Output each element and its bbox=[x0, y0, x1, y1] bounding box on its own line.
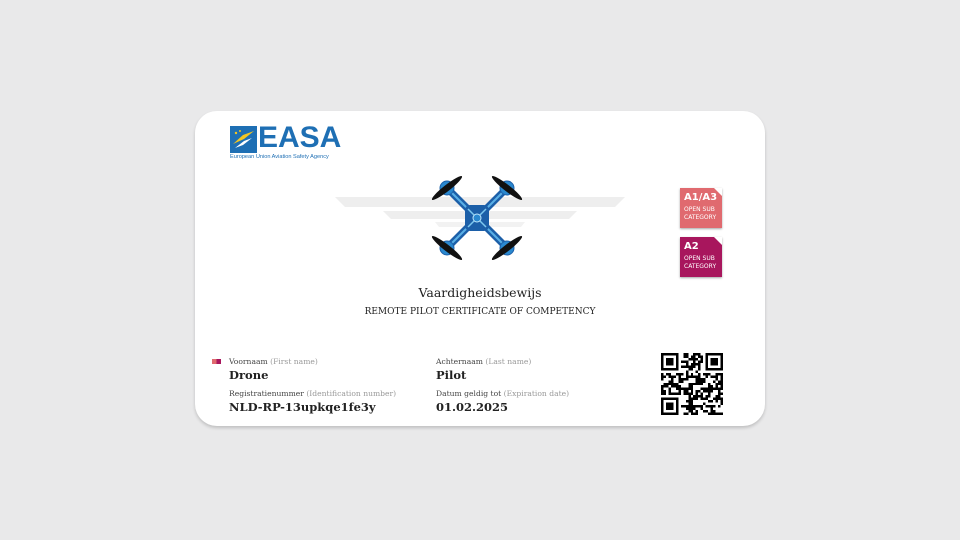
drone-icon bbox=[427, 167, 527, 269]
registration-label-nl: Registratienummer bbox=[229, 389, 304, 398]
registration-label-en: (Identification number) bbox=[306, 389, 397, 398]
last-name-value: Pilot bbox=[436, 368, 467, 382]
badge-subtitle bbox=[684, 255, 716, 271]
registration-label bbox=[229, 389, 396, 398]
badge-sub-line1: OPEN SUB bbox=[684, 255, 715, 262]
badge-sub-line2: CATEGORY bbox=[684, 214, 717, 221]
first-name-label bbox=[229, 357, 318, 366]
first-name-value: Drone bbox=[229, 368, 269, 382]
registration-value: NLD-RP-13upkqe1fe3y bbox=[229, 400, 376, 414]
easa-logo bbox=[230, 121, 342, 162]
expiration-field bbox=[436, 389, 569, 414]
last-name-label bbox=[436, 357, 531, 366]
certificate-title: Vaardigheidsbewijs bbox=[418, 285, 542, 300]
expiration-label-nl: Datum geldig tot bbox=[436, 389, 502, 398]
last-name-label-en: (Last name) bbox=[485, 357, 532, 366]
easa-logo-icon bbox=[230, 126, 257, 153]
easa-logo-word: EASA bbox=[258, 121, 342, 154]
first-name-field bbox=[229, 357, 318, 382]
badge-sub-line1: OPEN SUB bbox=[684, 206, 715, 213]
first-name-label-en: (First name) bbox=[270, 357, 318, 366]
flag-icon bbox=[212, 359, 221, 364]
first-name-label-nl: Voornaam bbox=[229, 357, 268, 366]
last-name-field bbox=[436, 357, 531, 382]
badge-a2 bbox=[680, 237, 722, 277]
certificate-subtitle: REMOTE PILOT CERTIFICATE OF COMPETENCY bbox=[364, 307, 596, 317]
certificate-card bbox=[195, 111, 765, 426]
expiration-value: 01.02.2025 bbox=[436, 400, 509, 414]
expiration-label bbox=[436, 389, 569, 398]
registration-field bbox=[229, 389, 396, 414]
last-name-label-nl: Achternaam bbox=[436, 357, 483, 366]
badge-sub-line2: CATEGORY bbox=[684, 263, 717, 270]
qr-code-icon bbox=[661, 353, 723, 415]
badge-a1-a3 bbox=[680, 188, 722, 228]
easa-logo-subtitle: European Union Aviation Safety Agency bbox=[230, 154, 329, 160]
badge-fold bbox=[714, 237, 722, 245]
badge-title: A1/A3 bbox=[684, 192, 718, 203]
badge-title: A2 bbox=[684, 241, 699, 252]
expiration-label-en: (Expiration date) bbox=[503, 389, 570, 398]
badge-subtitle bbox=[684, 206, 716, 222]
